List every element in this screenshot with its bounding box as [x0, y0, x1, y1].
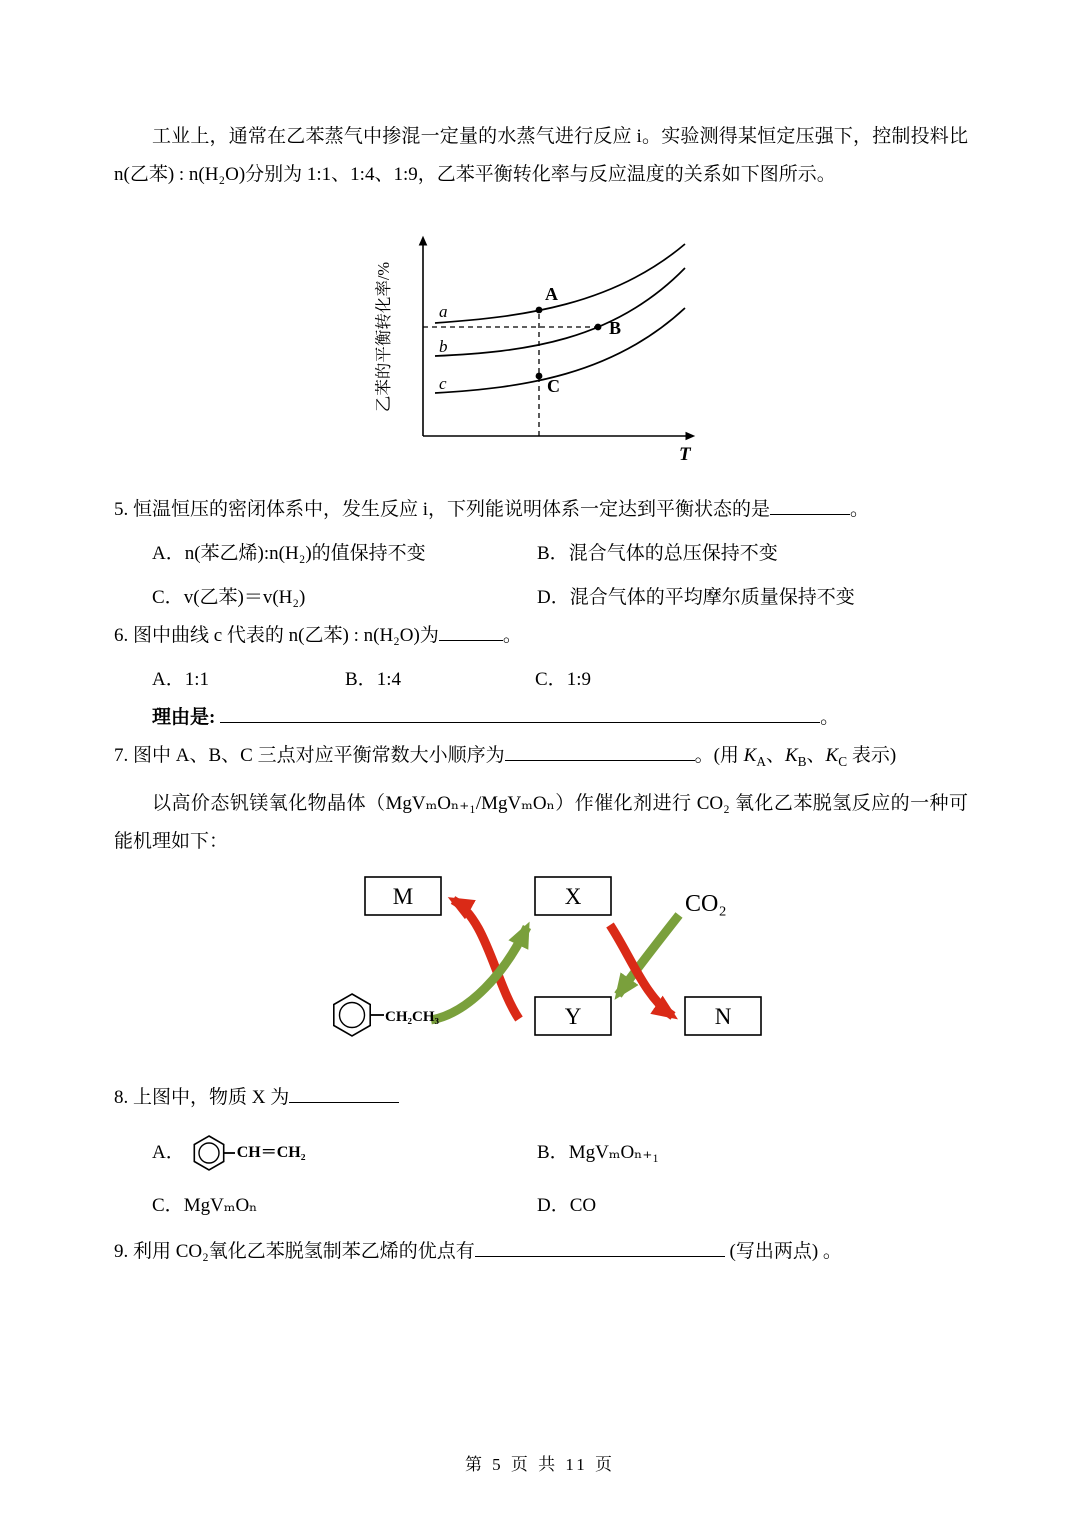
- q7-kb-base: K: [784, 745, 798, 766]
- q5-option-c: [152, 579, 537, 617]
- question-7: [114, 737, 968, 781]
- q8-options-row-2: [114, 1187, 968, 1225]
- curve-a-label: a: [439, 302, 448, 321]
- q5-option-c-label: C．: [152, 587, 184, 608]
- q7-kc-base: K: [825, 745, 839, 766]
- q5-option-a-text: n(苯乙烯):n(H₂)的值保持不变: [184, 543, 426, 564]
- q6-number: 6.: [114, 625, 129, 646]
- q9-answer-blank: [475, 1237, 725, 1257]
- curve-a: [435, 244, 685, 323]
- point-a-label: A: [545, 284, 558, 304]
- q5-option-b-text: 混合气体的总压保持不变: [568, 543, 778, 564]
- q5-option-c-text: v(乙苯)＝v(H₂): [183, 587, 306, 608]
- q5-answer-blank: [770, 495, 850, 515]
- q7-ka-base: K: [743, 745, 757, 766]
- q6-reason-blank: [220, 703, 820, 723]
- q6-option-a: [152, 661, 345, 699]
- box-y-label: Y: [564, 1003, 582, 1029]
- q8-option-b-text: MgVₘOₙ₊₁: [568, 1141, 660, 1163]
- q6-option-b-label: B．: [345, 669, 377, 690]
- q5-option-d-text: 混合气体的平均摩尔质量保持不变: [569, 587, 855, 608]
- q6-answer-blank: [439, 621, 503, 641]
- q7-end-text: 表示): [847, 745, 897, 766]
- q6-option-c: [535, 661, 591, 699]
- q7-number: 7.: [114, 745, 129, 766]
- q8-options-row-1: [114, 1125, 968, 1181]
- y-axis-label: 乙苯的平衡转化率/%: [374, 261, 393, 413]
- q9-number: 9.: [114, 1240, 129, 1262]
- q6-option-c-label: C．: [535, 669, 567, 690]
- intro-text: 工业上，通常在乙苯蒸气中掺混一定量的水蒸气进行反应 i。实验测得某恒定压强下，控制投料比 n(乙苯) : n(H₂O)分别为 1:1、1:4、1:9，乙苯平衡转化率与反应温度的关系如下图所示。: [114, 126, 968, 185]
- x-axis-label: T: [679, 444, 691, 465]
- q7-ka-sub: A: [756, 753, 766, 769]
- curve-b: [435, 268, 685, 356]
- q6-reason-period: 。: [820, 707, 840, 728]
- ethylbenzene-structure: [334, 994, 440, 1036]
- point-c-dot: [536, 373, 543, 380]
- point-a-dot: [536, 307, 543, 314]
- q5-option-b: [537, 535, 778, 573]
- page-number-text: 第 5 页 共 11 页: [464, 1455, 616, 1474]
- q5-stem: 恒温恒压的密闭体系中，发生反应 i，下列能说明体系一定达到平衡状态的是: [133, 499, 771, 520]
- q9-tail-text: (写出两点) 。: [724, 1240, 842, 1262]
- mechanism-diagram: [327, 869, 797, 1069]
- q5-number: 5.: [114, 499, 129, 520]
- q8-option-a: [152, 1132, 537, 1174]
- q7-sep-2: 、: [806, 745, 826, 766]
- q6-period: 。: [502, 625, 522, 646]
- mechanism-intro-paragraph: [114, 785, 968, 861]
- q6-options-row: [114, 661, 968, 699]
- conversion-chart: [373, 220, 713, 465]
- q8-option-d-label: D．: [537, 1194, 570, 1216]
- benzene-ring-icon: [189, 1132, 237, 1174]
- box-m-label: M: [392, 883, 414, 909]
- q7-stem: 图中 A、B、C 三点对应平衡常数大小顺序为: [133, 745, 505, 766]
- mechanism-intro-text: 以高价态钒镁氧化物晶体（MgVₘOₙ₊₁/MgVₘOₙ）作催化剂进行 CO₂ 氧化乙苯脱氢反应的一种可能机理如下：: [114, 792, 968, 852]
- question-6: [114, 617, 968, 655]
- q5-options-row-1: [114, 535, 968, 573]
- curve-c: [435, 308, 685, 393]
- question-9: [114, 1233, 968, 1271]
- q6-option-a-text: 1:1: [184, 669, 210, 690]
- q7-kb-sub: B: [797, 753, 807, 769]
- point-c-label: C: [547, 376, 560, 396]
- point-b-dot: [595, 324, 602, 331]
- q7-answer-blank: [505, 741, 695, 761]
- ethyl-group-label: CH₂CH₃: [385, 1008, 439, 1025]
- q8-answer-blank: [289, 1083, 399, 1103]
- benzene-ring-inner-circle: [340, 1002, 365, 1027]
- chart-figure: [373, 220, 713, 465]
- q6-option-c-text: 1:9: [566, 669, 591, 690]
- q8-option-d: [537, 1187, 596, 1225]
- q8-option-c-text: MgVₘOₙ: [183, 1194, 258, 1216]
- q8-number: 8.: [114, 1086, 129, 1108]
- q8-option-a-label: A．: [152, 1141, 185, 1163]
- q6-reason-line: [114, 699, 968, 737]
- q5-option-a: [152, 535, 537, 573]
- point-b-label: B: [609, 318, 622, 338]
- question-8: [114, 1079, 968, 1117]
- q6-stem: 图中曲线 c 代表的 n(乙苯) : n(H₂O)为: [133, 625, 439, 646]
- box-x-label: X: [564, 883, 582, 909]
- q8-option-b-label: B．: [537, 1141, 569, 1163]
- q5-option-a-label: A．: [152, 543, 185, 564]
- q5-period: 。: [850, 499, 870, 520]
- q6-option-b-text: 1:4: [376, 669, 401, 690]
- q8-stem: 上图中，物质 X 为: [133, 1086, 290, 1108]
- curve-b-label: b: [439, 337, 448, 356]
- q6-option-b: [345, 661, 535, 699]
- box-n-label: N: [714, 1003, 732, 1029]
- q7-mid-text: 。(用: [694, 745, 744, 766]
- q6-reason-label: 理由是:: [152, 707, 216, 728]
- page-footer: [0, 1450, 1080, 1475]
- q5-option-d: [537, 579, 855, 617]
- q8-option-b: [537, 1134, 659, 1172]
- q6-option-a-label: A．: [152, 669, 185, 690]
- q5-option-d-label: D．: [537, 587, 570, 608]
- q5-options-row-2: [114, 579, 968, 617]
- q8-option-a-group: CH＝CH₂: [236, 1143, 306, 1161]
- q7-kc-sub: C: [838, 753, 848, 769]
- mechanism-figure: [327, 869, 797, 1069]
- curve-c-label: c: [439, 374, 447, 393]
- q9-stem: 利用 CO₂氧化乙苯脱氢制苯乙烯的优点有: [133, 1240, 475, 1262]
- q8-option-c-label: C．: [152, 1194, 184, 1216]
- q5-option-b-label: B．: [537, 543, 569, 564]
- q8-option-d-text: CO: [569, 1194, 597, 1216]
- q8-option-c: [152, 1187, 537, 1225]
- co2-label: CO₂: [685, 890, 727, 917]
- intro-paragraph: [114, 118, 968, 194]
- question-5: [114, 491, 968, 529]
- q7-sep-1: 、: [765, 745, 785, 766]
